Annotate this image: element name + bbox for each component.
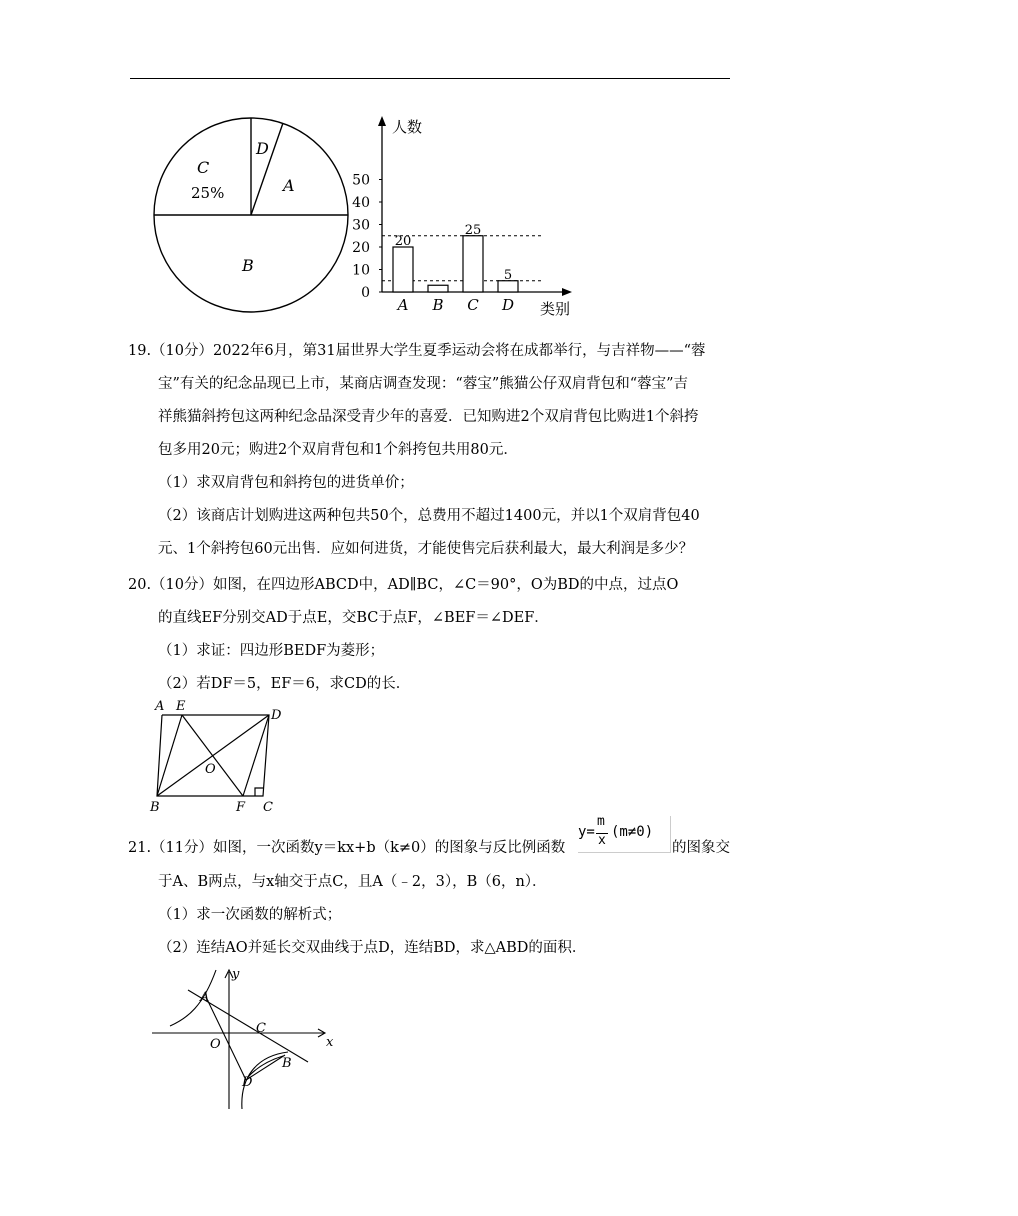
y-tick-label: 0 (361, 285, 370, 301)
q21-line-3: （2）连结AO并延长交双曲线于点D，连结BD，求△ABD的面积． (158, 940, 587, 956)
y-tick-label: 50 (352, 172, 370, 189)
y-tick-label: 30 (352, 217, 370, 234)
q21-line-1: 于A、B两点，与x轴交于点C，且A（﹣2，3），B（6，n）． (158, 874, 547, 890)
q20-label-a: A (155, 699, 165, 714)
q21-label-y: y (232, 967, 240, 982)
q20-line-3: （1）求证：四边形BEDF为菱形； (158, 643, 385, 659)
header-rule (130, 78, 730, 79)
q20-label-f: F (236, 800, 246, 815)
q20-line-1: 20.（10分）如图，在四边形ABCD中，AD∥BC，∠C＝90°，O为BD的中点，过点O (128, 577, 679, 593)
pie-chart (150, 116, 355, 316)
x-axis-arrow (562, 288, 572, 296)
q19-line-4: 包多用20元；购进2个双肩背包和1个斜挎包共用80元． (158, 442, 518, 458)
q21-line-1-text: 21.（11分）如图，一次函数y＝kx+b（k≠0）的图象与反比例函数 (128, 840, 566, 856)
y-tick-label: 10 (352, 262, 370, 279)
bar-c (463, 236, 483, 292)
bar-chart (352, 112, 580, 322)
pie-label-a: A (283, 176, 295, 195)
q20-label-b: B (150, 800, 160, 815)
bars (393, 223, 518, 314)
q21-line-1 (0, 838, 988, 858)
q20-label-c: C (263, 800, 273, 815)
pie-divider-d-a (251, 123, 283, 215)
x-tick-label-d: D (501, 296, 515, 314)
y-tick-label: 40 (352, 195, 370, 211)
pie-label-d: D (256, 139, 269, 158)
q20-label-e: E (176, 699, 186, 714)
q20-line-2: 的直线EF分别交AD于点E，交BC于点F，∠BEF＝∠DEF． (158, 610, 549, 626)
y-axis-arrow (378, 116, 386, 126)
y-axis-label: 人数 (392, 118, 423, 136)
x-axis-label: 类别 (540, 300, 571, 318)
x-tick-label-c: C (467, 296, 479, 314)
q19-line-5: （1）求双肩背包和斜挎包的进货单价； (158, 475, 414, 491)
x-tick-label-a: A (397, 296, 409, 314)
q21-line-2: （1）求一次函数的解析式； (158, 907, 342, 923)
x-tick-label-b: B (432, 296, 444, 314)
q21-label-c: C (256, 1021, 266, 1036)
q20-line-4: （2）若DF＝5，EF＝6，求CD的长． (158, 676, 411, 692)
q21-label-x: x (326, 1035, 334, 1050)
q19-line-3: 祥熊猫斜挎包这两种纪念品深受青少年的喜爱．已知购进2个双肩背包比购进1个斜挎 (158, 409, 699, 425)
bar-a (393, 247, 413, 292)
formula-condition: (m≠0) (611, 824, 654, 840)
bar-b (428, 285, 448, 292)
q21-figure (148, 966, 340, 1112)
pie-label-b: B (242, 256, 254, 275)
data-label-d: 5 (503, 267, 513, 283)
q19-line-1: 19.（10分）2022年6月，第31届世界大学生夏季运动会将在成都举行，与吉祥物——“蓉 (128, 343, 706, 359)
q19-line-2: 宝”有关的纪念品现已上市，某商店调查发现：“蓉宝”熊猫公仔双肩背包和“蓉宝”吉 (158, 376, 689, 392)
inverse-function-formula (578, 816, 671, 853)
q21-label-b: B (282, 1056, 292, 1071)
data-label-a: 20 (394, 234, 412, 249)
y-tick-label: 20 (352, 240, 370, 256)
right-angle-mark (255, 788, 263, 796)
pie-label-c: C (197, 158, 210, 177)
q20-figure (145, 697, 285, 819)
formula-numerator: m (597, 814, 605, 829)
formula-lhs: y= (578, 824, 595, 840)
q21-line-1-tail: 的图象交 (672, 840, 730, 856)
q21-label-o: O (210, 1037, 221, 1052)
q19-line-7: 元、1个斜挎包60元出售．应如何进货，才能使售完后获利最大，最大利润是多少？ (158, 541, 694, 557)
segment-ef (182, 715, 243, 796)
q21-line-1-end (672, 838, 772, 858)
q21-label-d: D (242, 1075, 253, 1090)
data-label-c: 25 (464, 222, 482, 238)
q20-label-o: O (205, 762, 216, 777)
formula-denominator: x (598, 833, 606, 848)
segment-df (243, 715, 269, 796)
pie-label-c-percent: 25% (191, 184, 225, 202)
q21-label-a: A (200, 990, 210, 1005)
q20-label-d: D (271, 708, 282, 723)
q19-line-6: （2）该商店计划购进这两种包共50个，总费用不超过1400元，并以1个双肩背包40 (158, 508, 700, 524)
